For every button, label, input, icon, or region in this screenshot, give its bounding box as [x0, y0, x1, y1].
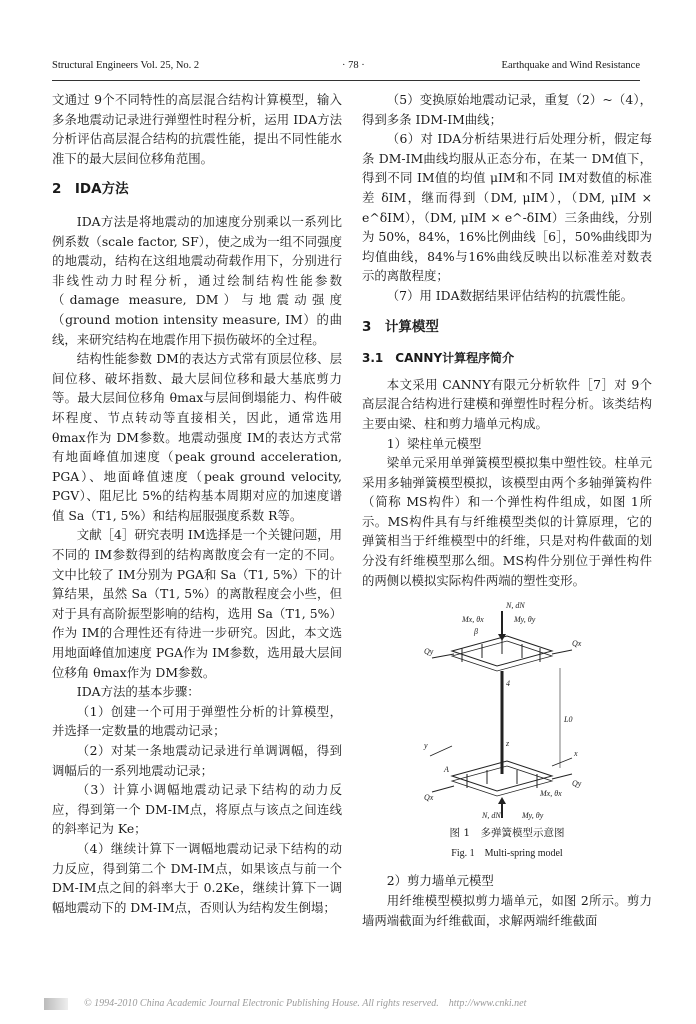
- paragraph: （2）对某一条地震动记录进行单调调幅，得到调幅后的一系列地震动记录；: [52, 743, 342, 778]
- fig-label: N, dN: [506, 601, 525, 611]
- header-rule: [52, 80, 640, 81]
- paragraph: IDA方法的基本步骤：: [76, 684, 200, 700]
- fig-label: My, θy: [514, 615, 536, 625]
- fig-label: My, θy: [522, 811, 544, 821]
- fig-label: N, dN: [482, 811, 501, 821]
- subsection-heading: 3.1 CANNY计算程序简介: [362, 351, 515, 366]
- paragraph: （4）继续计算下一调幅地震动记录下结构的动力反应，得到第二个 DM-IM点，如果该点与前一个 DM-IM点之间的斜率大于 0.2Ke，继续计算下一调幅地震动下的 DM-IM点，否则认为结构发生倒塌；: [52, 840, 342, 915]
- paragraph: 文献［4］研究表明 IM选择是一个关键问题，用不同的 IM参数得到的结构离散度会有一定的不同。文中比较了 IM分别为 PGA和 Sa（T1, 5%）下的计算结果，虽然 Sa（T1, 5%）的离散程度会小些，但对于具有高阶振型影响的结构，选用 Sa（T1, 5%）作为 IM的合理性还有待进一步研究。因此，本文选用地面峰值加速度 PGA作为 IM参数，选用最大层间位移角 θmax作为 DM参数。: [52, 527, 342, 680]
- fig-label: Qy: [572, 779, 582, 789]
- fig-label: L0: [564, 715, 573, 725]
- paragraph: IDA方法是将地震动的加速度分别乘以一系列比例系数（scale factor, SF），使之成为一组不同强度的地震动，结构在这组地震动荷载作用下，分别进行非线性动力时程分析，通过绘制结构性能参数（damage measure, DM）与地震动强度（ground motion intensity measure, IM）的曲线，来研究结构在地震作用下损伤破坏的全过程。: [52, 213, 342, 347]
- fig-label: Qx: [424, 793, 434, 803]
- header-section: Earthquake and Wind Resistance: [501, 60, 640, 71]
- paragraph: 1）梁柱单元模型: [386, 435, 482, 451]
- paragraph: 文通过 9个不同特性的高层混合结构计算模型，输入多条地震动记录进行弹塑性时程分析，运用 IDA方法分析评估高层混合结构的抗震性能，提出不同性能水准下的最大层间位移角范围。: [52, 92, 342, 166]
- paragraph: （5）变换原始地震动记录，重复（2）~（4），得到多条 IDM-IM曲线；: [362, 92, 652, 127]
- section-heading: 3 计算模型: [362, 318, 439, 335]
- multi-spring-diagram: [422, 596, 592, 820]
- figure-caption-en: Fig. 1 Multi-spring model: [451, 847, 563, 859]
- fig-label: 4: [506, 679, 510, 689]
- paragraph: 2）剪力墙单元模型: [386, 873, 494, 889]
- fig-label: Qx: [572, 639, 582, 649]
- fig-label: Mx, θx: [462, 615, 484, 625]
- fig-label: A: [444, 765, 449, 775]
- fig-label: z: [506, 739, 510, 749]
- copyright-footer: [44, 994, 652, 1010]
- header-page-number: · 78 ·: [342, 60, 365, 71]
- section-heading: 2 IDA方法: [52, 181, 129, 198]
- paragraph: 本文采用 CANNY有限元分析软件［7］对 9个高层混合结构进行建模和弹塑性时程分析。该类结构主要由梁、柱和剪力墙单元构成。: [362, 376, 652, 431]
- paragraph: 用纤维模型模拟剪力墙单元，如图 2所示。剪力墙两端截面为纤维截面，求解两端纤维截面: [362, 893, 652, 928]
- fig-label: y: [424, 741, 428, 751]
- paragraph: （3）计算小调幅地震动记录下结构的动力反应，得到第一个 DM-IM点，将原点与该点之间连线的斜率记为 Ke；: [52, 782, 342, 837]
- left-column: [52, 90, 342, 917]
- paragraph: （1）创建一个可用于弹塑性分析的计算模型，并选择一定数量的地震动记录；: [52, 703, 342, 739]
- right-column: [362, 90, 652, 930]
- header-journal: Structural Engineers Vol. 25, No. 2: [52, 60, 200, 71]
- figure-1: [362, 596, 652, 820]
- running-header: [52, 60, 640, 78]
- paragraph: 梁单元采用单弹簧模型模拟集中塑性铰。柱单元采用多轴弹簧模型模拟，该模型由两个多轴弹簧构件（简称 MS构件）和一个弹性构件组成，如图 1所示。MS构件具有与纤维模型类似的计算原理，它的弹簧相当于纤维模型中的纤维，只是对构件截面的划分没有纤维模型那么细。MS构件分别位于弹性构件的两侧以模拟实际构件两端的塑性变形。: [362, 455, 652, 588]
- fig-label: Mx, θx: [540, 789, 562, 799]
- fig-label: β: [474, 627, 478, 637]
- fig-label: x: [574, 749, 578, 759]
- footer-text: © 1994-2010 China Academic Journal Electronic Publishing House. All rights reserved. http://www.cnki.net: [84, 998, 527, 1009]
- paragraph: （6）对 IDA分析结果进行后处理分析，假定每条 DM-IM曲线均服从正态分布，在某一 DM值下，得到不同 IM值的均值 μIM和不同 IM对数值的标准差 δIM，继而得到（DM, μIM），（DM, μIM × e^δIM），（DM, μIM × e^-δIM）三条曲线，分别为 50%，84%，16%比例曲线［6］，50%曲线即为均值曲线，84%与16%曲线反映出以标准差对数表示的离散程度；: [362, 131, 652, 284]
- paragraph: （7）用 IDA数据结果评估结构的抗震性能。: [386, 287, 634, 303]
- paragraph: 结构性能参数 DM的表达方式常有顶层位移、层间位移、破坏指数、最大层间位移和最大基底剪力等。最大层间位移角 θmax与层间倒塌能力、构件破坏程度、节点转动等直接相关，因此，通常选用 θmax作为 DM参数。地震动强度 IM的表达方式常有地面峰值加速度（peak ground acceleration, PGA）、地面峰值速度（peak ground velocity, PGV）、阻尼比 5%的结构基本周期对应的加速度谱值 Sa（T1, 5%）和结构屈服强度系数 R等。: [52, 351, 342, 523]
- cnki-logo-icon: [44, 998, 68, 1010]
- figure-caption-cn: 图 1 多弹簧模型示意图: [449, 827, 565, 840]
- fig-label: Qy: [424, 647, 434, 657]
